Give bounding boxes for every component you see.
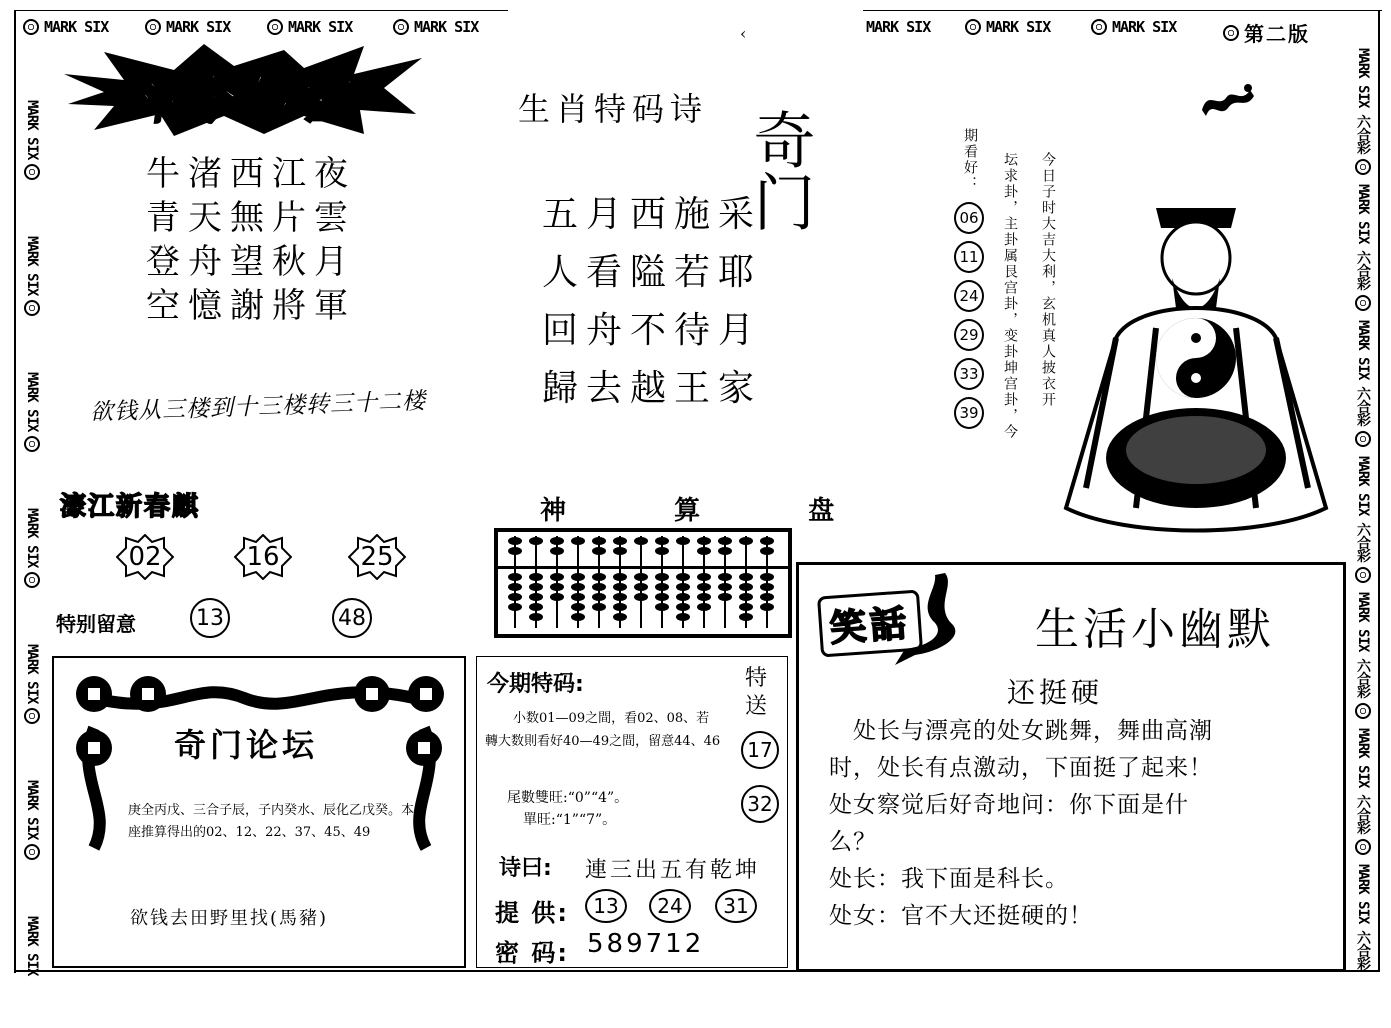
xinchun-number	[116, 534, 174, 580]
left-brand-6	[20, 780, 44, 861]
abacus-lower-beads	[613, 572, 627, 622]
left-brand-text: MARK SIX	[24, 644, 40, 704]
abacus-bead	[739, 573, 753, 581]
abacus-bead	[718, 573, 732, 581]
abacus-bead	[760, 547, 774, 555]
flower-icon	[23, 435, 41, 453]
abacus-rod	[592, 536, 606, 628]
abacus-bead	[655, 547, 669, 555]
divination-number: 33	[954, 358, 984, 390]
abacus-lower-beads	[676, 572, 690, 622]
abacus-bead	[571, 573, 585, 581]
abacus-bead	[508, 603, 522, 611]
abacus-rod	[508, 536, 522, 628]
abacus-bead	[592, 583, 606, 591]
poem-line: 空憶謝將軍	[146, 286, 356, 326]
right-brand-text: MARK SIX 六合彩	[1355, 456, 1371, 562]
divination-number: 24	[954, 280, 984, 312]
abacus-bead	[760, 573, 774, 581]
abacus-bead	[613, 547, 627, 555]
abacus-lower-beads	[655, 572, 669, 612]
tema-box	[476, 656, 788, 968]
flower-icon	[144, 18, 162, 36]
abacus-bead	[739, 583, 753, 591]
right-brand-text: MARK SIX 六合彩	[1355, 728, 1371, 834]
abacus-bead	[613, 537, 627, 545]
abacus-rod	[718, 536, 732, 628]
divination-col-3: 期看好：	[962, 128, 978, 192]
abacus-lower-beads	[508, 572, 522, 612]
left-brand-3	[20, 372, 44, 453]
abacus-bead	[508, 593, 522, 601]
divination-col-2: 坛求卦，主卦属艮宫卦，变卦坤宫卦，今	[1002, 152, 1018, 440]
flower-icon	[1354, 702, 1372, 720]
abacus-rod	[634, 536, 648, 628]
poem-line: 牛渚西江夜	[146, 154, 356, 194]
abacus-bead	[634, 573, 648, 581]
abacus-bead	[718, 583, 732, 591]
humor-badge: 笑話	[817, 590, 923, 658]
abacus-bead	[571, 593, 585, 601]
flower-icon	[23, 299, 41, 317]
number-text: 16	[246, 542, 280, 572]
left-brand-text: MARK SIX	[24, 100, 40, 160]
tema-title: 今期特码:	[487, 672, 584, 697]
abacus-bead	[760, 603, 774, 611]
abacus-lower-beads	[739, 572, 753, 622]
abacus-bead	[529, 583, 543, 591]
abacus-bead	[613, 603, 627, 611]
flower-icon	[23, 163, 41, 181]
tema-special-number: 17	[741, 731, 779, 769]
right-brand-4	[1351, 456, 1375, 584]
abacus-lower-beads	[592, 572, 606, 612]
abacus-bead	[739, 613, 753, 621]
abacus-bead	[655, 603, 669, 611]
divination-number: 39	[954, 397, 984, 429]
abacus-bead	[550, 573, 564, 581]
abacus-upper-beads	[655, 536, 669, 566]
left-poem	[146, 152, 356, 328]
abacus-upper-beads	[529, 536, 543, 566]
poem-line: 歸去越王家	[542, 368, 763, 409]
left-brand-text: MARK SIX	[24, 236, 40, 296]
special-number: 13	[190, 598, 230, 638]
right-brand-5	[1351, 592, 1375, 720]
abacus-bead	[508, 583, 522, 591]
brand-6	[964, 18, 1050, 36]
abacus-rod	[529, 536, 543, 628]
right-brand-text: MARK SIX 六合彩	[1355, 184, 1371, 290]
right-brand-1	[1351, 48, 1375, 176]
right-border	[1378, 10, 1380, 972]
humor-line: 处长：我下面是科长。	[829, 866, 1069, 892]
abacus-bead	[676, 583, 690, 591]
tema-provide-label: 提 供:	[495, 899, 569, 927]
abacus-bead	[592, 603, 606, 611]
abacus-bead	[676, 613, 690, 621]
abacus-bead	[739, 593, 753, 601]
left-brand-text: MARK SIX	[24, 916, 40, 976]
abacus-bead	[676, 603, 690, 611]
flower-icon	[23, 843, 41, 861]
flower-icon	[1090, 18, 1108, 36]
abacus-bead	[571, 613, 585, 621]
edition-text: 第二版	[1244, 22, 1310, 46]
flower-icon	[392, 18, 410, 36]
abacus-bead	[550, 547, 564, 555]
left-brand-1	[20, 100, 44, 181]
abacus-bead	[655, 593, 669, 601]
sage-illustration	[1046, 188, 1346, 548]
abacus-bead	[718, 537, 732, 545]
abacus-bead	[571, 537, 585, 545]
humor-line: 处女：官不大还挺硬的！	[829, 903, 1093, 929]
abacus-lower-beads	[571, 572, 585, 622]
abacus-bead	[550, 537, 564, 545]
tema-code-label: 密 码:	[495, 939, 569, 967]
forum-title: 奇门论坛	[174, 726, 319, 764]
abacus-upper-beads	[739, 536, 753, 566]
left-brand-text: MARK SIX	[24, 372, 40, 432]
abacus-rod	[697, 536, 711, 628]
abacus-bead	[655, 573, 669, 581]
abacus-bead	[718, 547, 732, 555]
abacus-bead	[613, 613, 627, 621]
humor-line: 处女察觉后好奇地问：你下面是什	[829, 792, 1189, 818]
abacus-bead	[529, 613, 543, 621]
abacus-lower-beads	[697, 572, 711, 612]
abacus-bead	[760, 583, 774, 591]
abacus	[494, 528, 792, 638]
abacus-lower-beads	[634, 572, 648, 602]
left-brand-text: MARK SIX	[24, 508, 40, 568]
brand-1	[22, 18, 108, 36]
title-logo-text: 斗今传密	[122, 71, 364, 131]
tema-poem: 連三出五有乾坤	[585, 858, 761, 883]
flower-icon	[1222, 24, 1240, 42]
flower-icon	[1354, 566, 1372, 584]
right-brand-7	[1351, 864, 1375, 970]
title-logo	[64, 44, 424, 136]
flower-icon	[1354, 294, 1372, 312]
abacus-rod	[676, 536, 690, 628]
humor-box	[796, 562, 1346, 972]
abacus-bead	[529, 537, 543, 545]
brand-text: MARK SIX	[1112, 18, 1177, 36]
brand-text: MARK SIX	[288, 18, 353, 36]
tema-desc: 小数01—09之間，看02、08、若轉大数則看好40—49之間，留意44、46	[485, 711, 721, 749]
tema-code: 589712	[587, 929, 705, 959]
abacus-rod	[739, 536, 753, 628]
abacus-rod	[613, 536, 627, 628]
dragon-icon	[1198, 80, 1258, 120]
special-number: 48	[332, 598, 372, 638]
abacus-bead	[760, 593, 774, 601]
tema-special-label: 特送	[745, 666, 768, 719]
misc-mark: ‹	[740, 24, 747, 43]
center-poem-title: 生肖特码诗	[518, 90, 709, 128]
abacus-rod	[571, 536, 585, 628]
abacus-lower-beads	[529, 572, 543, 622]
provide-number: 13	[585, 889, 627, 923]
abacus-upper-beads	[571, 536, 585, 566]
divination-numbers	[954, 202, 984, 429]
abacus-bead	[739, 603, 753, 611]
provide-number: 31	[715, 889, 757, 923]
brand-text: MARK SIX	[44, 18, 109, 36]
left-brand-7	[20, 916, 44, 975]
abacus-bead	[739, 537, 753, 545]
xinchun-number	[234, 534, 292, 580]
brand-4	[392, 18, 478, 36]
abacus-title: 神 算 盘	[540, 496, 865, 526]
humor-body	[829, 713, 1213, 935]
tema-tail: 尾數雙旺:“0”“4”。	[507, 790, 629, 806]
special-label: 特别留意	[56, 612, 136, 636]
qimen-title: 奇门	[743, 108, 816, 232]
xinchun-number	[348, 534, 406, 580]
abacus-upper-beads	[676, 536, 690, 566]
abacus-upper-beads	[550, 536, 564, 566]
abacus-bead	[676, 593, 690, 601]
abacus-bead	[508, 537, 522, 545]
abacus-bead	[550, 583, 564, 591]
abacus-bead	[529, 593, 543, 601]
left-brand-2	[20, 236, 44, 317]
abacus-bead	[634, 583, 648, 591]
forum-footer: 欲钱去田野里找(馬豬)	[130, 908, 329, 929]
humor-subtitle: 还挺硬	[1007, 676, 1104, 709]
humor-line: 时，处长有点激动，下面挺了起来！	[829, 755, 1213, 781]
abacus-bead	[592, 573, 606, 581]
divination-number: 29	[954, 319, 984, 351]
right-brand-6	[1351, 728, 1375, 856]
abacus-bead	[592, 593, 606, 601]
divination-number: 11	[954, 241, 984, 273]
abacus-bead	[592, 547, 606, 555]
abacus-bead	[613, 583, 627, 591]
brand-7	[1090, 18, 1176, 36]
left-brand-4	[20, 508, 44, 589]
abacus-rod	[760, 536, 774, 628]
abacus-bead	[676, 573, 690, 581]
abacus-upper-beads	[697, 536, 711, 566]
abacus-lower-beads	[718, 572, 732, 602]
abacus-bead	[634, 593, 648, 601]
provide-number: 24	[649, 889, 691, 923]
abacus-rods	[508, 536, 774, 628]
abacus-upper-beads	[613, 536, 627, 566]
tema-poem-label: 诗曰:	[499, 856, 552, 881]
abacus-bead	[676, 537, 690, 545]
brand-text: MARK SIX	[986, 18, 1051, 36]
abacus-bead	[571, 603, 585, 611]
right-brand-text: MARK SIX 六合彩	[1355, 592, 1371, 698]
brand-text: MARK SIX	[414, 18, 479, 36]
abacus-lower-beads	[550, 572, 564, 602]
abacus-bead	[571, 583, 585, 591]
abacus-rod	[550, 536, 564, 628]
right-brand-text: MARK SIX 六合彩	[1355, 48, 1371, 154]
abacus-bead	[697, 603, 711, 611]
abacus-upper-beads	[592, 536, 606, 566]
flower-icon	[23, 707, 41, 725]
abacus-bead	[697, 573, 711, 581]
tema-single: 單旺:“1”“7”。	[523, 812, 617, 828]
flower-icon	[1354, 158, 1372, 176]
abacus-bead	[550, 593, 564, 601]
brand-3	[266, 18, 352, 36]
brand-2	[144, 18, 230, 36]
edition	[1222, 18, 1310, 47]
abacus-bead	[718, 593, 732, 601]
abacus-bead	[634, 537, 648, 545]
abacus-lower-beads	[760, 572, 774, 612]
forum-box	[52, 656, 466, 968]
humor-title: 生活小幽默	[1035, 604, 1275, 655]
xinchun-label: 濠江新春麒	[60, 492, 201, 522]
abacus-upper-beads	[760, 536, 774, 566]
flower-icon	[23, 571, 41, 589]
right-brand-3	[1351, 320, 1375, 448]
abacus-bead	[529, 603, 543, 611]
tema-special-number: 32	[741, 785, 779, 823]
flower-icon	[1354, 838, 1372, 856]
number-text: 02	[128, 542, 162, 572]
abacus-bead	[613, 573, 627, 581]
abacus-bead	[697, 593, 711, 601]
poem-line: 人看隘若耶	[542, 252, 763, 293]
abacus-bead	[760, 537, 774, 545]
abacus-bead	[508, 547, 522, 555]
brand-text: MARK SIX	[166, 18, 231, 36]
forum-text: 庚全丙戊、三合子辰，子内癸水、辰化乙戊癸。本座推算得出的02、12、22、37、45、49	[128, 803, 415, 840]
right-brand-2	[1351, 184, 1375, 312]
number-text: 25	[360, 542, 394, 572]
abacus-bead	[697, 583, 711, 591]
left-brand-5	[20, 644, 44, 725]
poem-line: 登舟望秋月	[146, 242, 356, 282]
abacus-bead	[613, 593, 627, 601]
abacus-upper-beads	[508, 536, 522, 566]
top-rule-break	[508, 8, 863, 12]
handwritten-note: 欲钱从三楼到十三楼转三十二楼	[89, 388, 427, 426]
abacus-bead	[508, 573, 522, 581]
abacus-bead	[655, 537, 669, 545]
abacus-upper-beads	[718, 536, 732, 566]
divination-number: 06	[954, 202, 984, 234]
right-brand-text: MARK SIX 六合彩	[1355, 864, 1371, 970]
brand-text: MARK SIX	[866, 18, 931, 36]
divination-col-1: 今日子时大吉大利，玄机真人披衣开	[1040, 152, 1056, 408]
brand-5	[866, 18, 930, 36]
abacus-bead	[592, 537, 606, 545]
humor-line: 么？	[829, 829, 877, 855]
ribbon-decoration	[875, 565, 985, 675]
flower-icon	[22, 18, 40, 36]
flower-icon	[964, 18, 982, 36]
left-brand-text: MARK SIX	[24, 780, 40, 840]
flower-icon	[1354, 430, 1372, 448]
abacus-rod	[655, 536, 669, 628]
abacus-bead	[529, 573, 543, 581]
abacus-upper-beads	[634, 536, 648, 566]
abacus-bead	[655, 583, 669, 591]
abacus-bead	[697, 537, 711, 545]
right-brand-text: MARK SIX 六合彩	[1355, 320, 1371, 426]
flower-icon	[266, 18, 284, 36]
poem-line: 五月西施采	[542, 194, 763, 235]
poem-line: 青天無片雲	[146, 198, 356, 238]
abacus-bead	[697, 547, 711, 555]
poem-line: 回舟不待月	[542, 310, 763, 351]
humor-line: 处长与漂亮的处女跳舞，舞曲高潮	[853, 718, 1213, 744]
